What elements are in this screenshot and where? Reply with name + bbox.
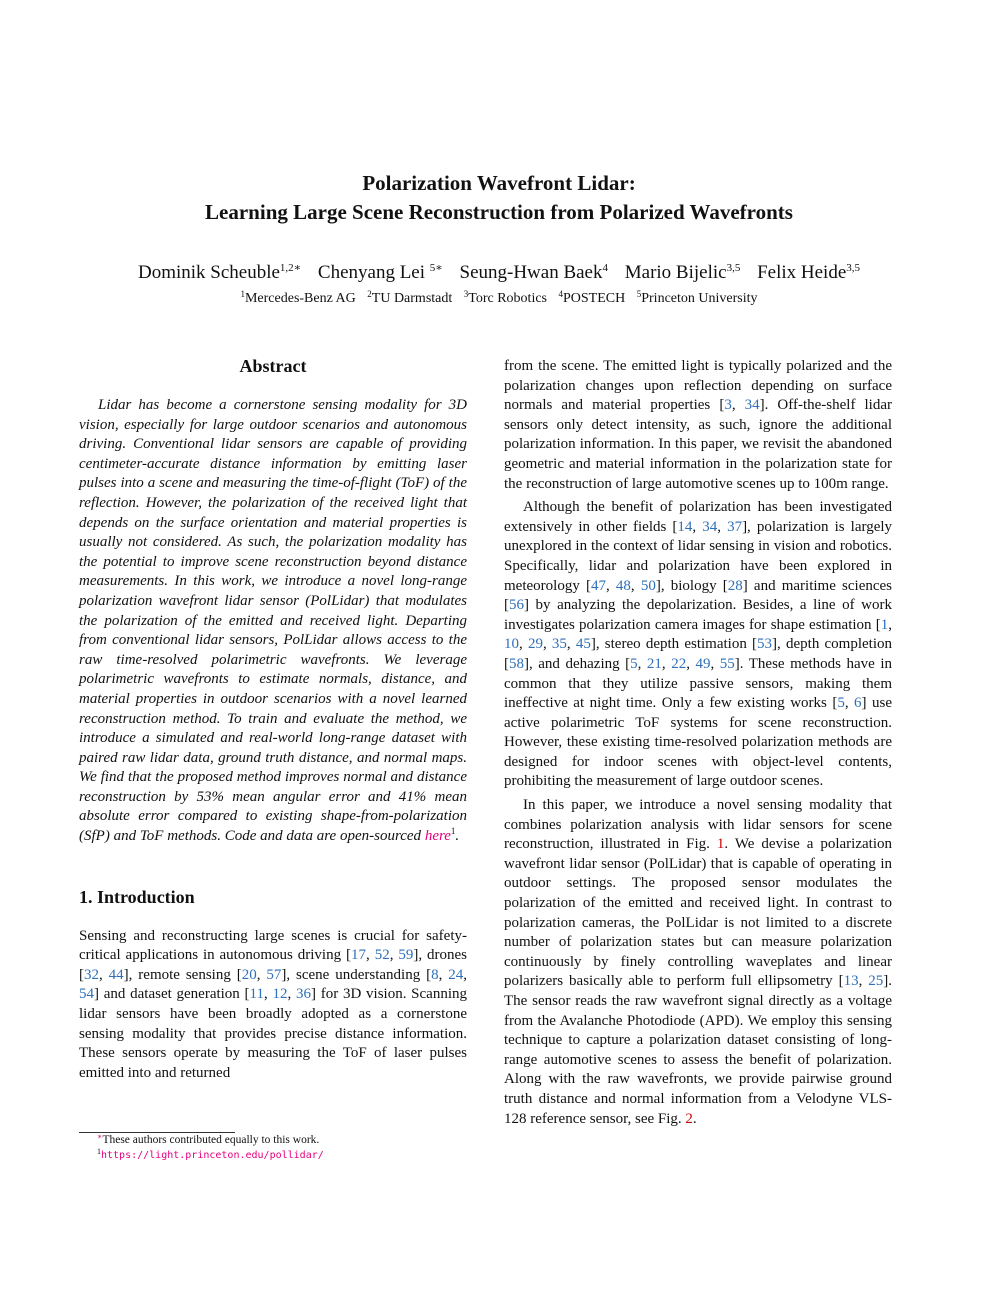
intro-paragraph-2: from the scene. The emitted light is typically polarized and the polarization changes upon reflection depending on surface normals and material properties [3, 34]. Off-the-shelf lidar sensors only detect intensity, as such, ignore the additional polarization information. In this paper, we revisit the abandoned geometric and material information in the polarization state for the reconstruction of large automotive scenes up to 100m range. bbox=[504, 358, 892, 492]
citation-link[interactable]: 53 bbox=[757, 636, 773, 653]
citation-link[interactable]: 5 bbox=[837, 695, 845, 712]
citation-link[interactable]: 5 bbox=[630, 655, 638, 672]
citation-link[interactable]: 20 bbox=[241, 966, 257, 983]
intro-paragraph-4: In this paper, we introduce a novel sensing modality that combines polarization analysis with lidar sensors for scene reconstruction, illustrated in Fig. 1. We devise a polarization wavefront lidar sensor (PolLidar) that is capable of operating in outdoor settings. The proposed sensor modulates the polarization of the emitted and received light. In contrast to polarization cameras, the PolLidar is not limited to a discrete number of polarization states but can measure polarization continuously by finely controlling waveplates and linear polarizers basically able to perform full ellipsometry [13, 25]. The sensor reads the raw wavefront signal directly as a voltage from the Avalanche Photodiode (APD). We employ this sensing technique to capture a polarization dataset consisting of long-range automotive scenes to assess the benefit of polarization. Along with the raw wavefronts, we provide pairwise ground truth distance and normal information from a Velodyne VLS-128 reference sensor, see Fig. 2. bbox=[504, 797, 892, 1127]
section-heading: 1. Introduction bbox=[79, 886, 195, 907]
author: Felix Heide$^{3,5}$ bbox=[757, 262, 861, 283]
abstract-body: Lidar has become a cornerstone sensing modality for 3D vision, especially for large outdoor scenarios and autonomous driving. Conventional lidar sensors are capable of providing centimeter-accurate distance information by emitting laser pulses into a scene and measuring the time-of-flight (ToF) of the reflection. However, the polarization of the received light that depends on the surface orientation and material properties is usually not considered. As such, the polarization modality has the potential to improve scene reconstruction beyond distance measurements. In this work, we introduce a novel long-range polarization wavefront lidar sensor (PolLidar) that modulates the polarization of the emitted and received light. Departing from conventional lidar sensors, PolLidar allows access to the raw time-resolved polarimetric wavefronts. We leverage polarimetric wavefronts to estimate normals, distance, and material properties in outdoor scenarios with a novel learned reconstruction method. To train and evaluate the method, we introduce a simulated and real-world long-range dataset with paired raw lidar data, ground truth distance, and normal maps. We find that the proposed method improves normal and distance reconstruction by 53% mean angular error and 41% mean absolute error compared to existing shape-from-polarization (SfP) and ToF methods. Code and data are open-sourced bbox=[79, 397, 467, 845]
citation-link[interactable]: 34 bbox=[702, 518, 718, 535]
left-column bbox=[79, 355, 467, 1083]
affiliation: $^4$POSTECH bbox=[558, 289, 626, 306]
citation-link[interactable]: 49 bbox=[695, 655, 711, 672]
citation-link[interactable]: 1 bbox=[880, 616, 889, 633]
affiliation: $^3$Torc Robotics bbox=[463, 289, 547, 306]
citation-link[interactable]: 6 bbox=[854, 695, 862, 712]
footnote-mark: 1 bbox=[450, 826, 456, 837]
citation-link[interactable]: 36 bbox=[296, 986, 311, 1003]
citation-link[interactable]: 25 bbox=[868, 973, 884, 990]
citation-link[interactable]: 34 bbox=[744, 397, 760, 414]
citation-link[interactable]: 32 bbox=[84, 966, 99, 983]
citation-link[interactable]: 52 bbox=[374, 947, 390, 964]
figure-ref-link[interactable]: 2 bbox=[685, 1110, 693, 1127]
citation-link[interactable]: 12 bbox=[272, 986, 288, 1003]
footnotes bbox=[79, 1133, 467, 1163]
right-column bbox=[504, 357, 892, 1129]
intro-paragraph-1: Sensing and reconstructing large scenes is crucial for safety-critical applications in autonomous driving [17, 52, 59], drones [32, 44], remote sensing [20, 57], scene understanding [8, 24, 54] and dataset generation [11, 12, 36] for 3D vision. Scanning lidar sensors have been broadly adopted as a cornerstone sensing modality that provides precise distance information. These sensors operate by measuring the ToF of laser pulses emitted into and returned bbox=[79, 927, 468, 1081]
citation-link[interactable]: 11 bbox=[249, 986, 264, 1003]
citation-link[interactable]: 8 bbox=[431, 966, 439, 983]
paper-title-line2: Learning Large Scene Reconstruction from Polarized Wavefronts bbox=[205, 200, 793, 224]
citation-link[interactable]: 28 bbox=[727, 577, 743, 594]
citation-link[interactable]: 29 bbox=[527, 636, 543, 653]
affiliation-list bbox=[0, 289, 998, 309]
citation-link[interactable]: 56 bbox=[509, 597, 524, 614]
footnote-url: $^1$https://light.princeton.edu/pollidar/ bbox=[97, 1147, 324, 1161]
author: Mario Bijelic$^{3,5}$ bbox=[624, 262, 741, 283]
code-link[interactable]: here bbox=[424, 828, 451, 845]
citation-link[interactable]: 13 bbox=[843, 973, 859, 990]
citation-link[interactable]: 47 bbox=[590, 577, 606, 594]
citation-link[interactable]: 55 bbox=[719, 655, 735, 672]
citation-link[interactable]: 37 bbox=[727, 518, 743, 535]
abstract-end: . bbox=[455, 828, 460, 845]
author: Seung-Hwan Baek$^4$ bbox=[459, 262, 608, 283]
citation-link[interactable]: 3 bbox=[724, 397, 732, 414]
abstract-text bbox=[79, 396, 467, 847]
affiliation: $^2$TU Darmstadt bbox=[367, 289, 453, 306]
author: Dominik Scheuble$^{1,2∗}$ bbox=[137, 262, 302, 283]
citation-link[interactable]: 14 bbox=[677, 518, 693, 535]
author-list bbox=[0, 261, 998, 285]
citation-link[interactable]: 58 bbox=[509, 655, 524, 672]
project-url-link[interactable]: https://light.princeton.edu/pollidar/ bbox=[101, 1150, 324, 1161]
affiliation: $^1$Mercedes-Benz AG bbox=[240, 289, 356, 306]
citation-link[interactable]: 48 bbox=[615, 577, 631, 594]
figure-ref-link[interactable]: 1 bbox=[716, 836, 725, 853]
intro-paragraph-3: Although the benefit of polarization has been investigated extensively in other fields [14, 34, 37], polarization is largely unexplored in the context of lidar sensing in vision and robotics. Specifically, lidar and polarization have been explored in meteorology [47, 48, 50], biology [28] and maritime sciences [56] by analyzing the depolarization. Besides, a line of work investigates polarization camera images for shape estimation [1, 10, 29, 35, 45], stereo depth estimation [53], depth completion [58], and dehazing [5, 21, 22, 49, 55]. These methods have in common that they utilize passive sensors, making them ineffective at night time. Only a few existing works [5, 6] use active polarimetric ToF systems for scene reconstruction. However, these existing time-resolved polarization methods are designed for indoor scenes with object-level contents, prohibiting the measurement of large outdoor scenes. bbox=[504, 499, 893, 790]
citation-link[interactable]: 44 bbox=[108, 966, 124, 983]
citation-link[interactable]: 59 bbox=[398, 947, 414, 964]
citation-link[interactable]: 57 bbox=[266, 966, 282, 983]
affiliation: $^5$Princeton University bbox=[636, 289, 758, 306]
citation-link[interactable]: 17 bbox=[351, 947, 367, 964]
citation-link[interactable]: 10 bbox=[504, 636, 519, 653]
citation-link[interactable]: 24 bbox=[448, 966, 464, 983]
citation-link[interactable]: 35 bbox=[551, 636, 567, 653]
citation-link[interactable]: 21 bbox=[646, 655, 662, 672]
citation-link[interactable]: 22 bbox=[671, 655, 687, 672]
footnote-equal-contribution: ∗These authors contributed equally to this work. bbox=[97, 1132, 320, 1146]
author: Chenyang Lei $^{5∗}$ bbox=[317, 262, 443, 283]
abstract-heading: Abstract bbox=[239, 356, 307, 376]
citation-link[interactable]: 45 bbox=[575, 636, 591, 653]
paper-title-line1: Polarization Wavefront Lidar: bbox=[362, 171, 636, 195]
citation-link[interactable]: 54 bbox=[79, 986, 94, 1003]
citation-link[interactable]: 50 bbox=[640, 577, 656, 594]
